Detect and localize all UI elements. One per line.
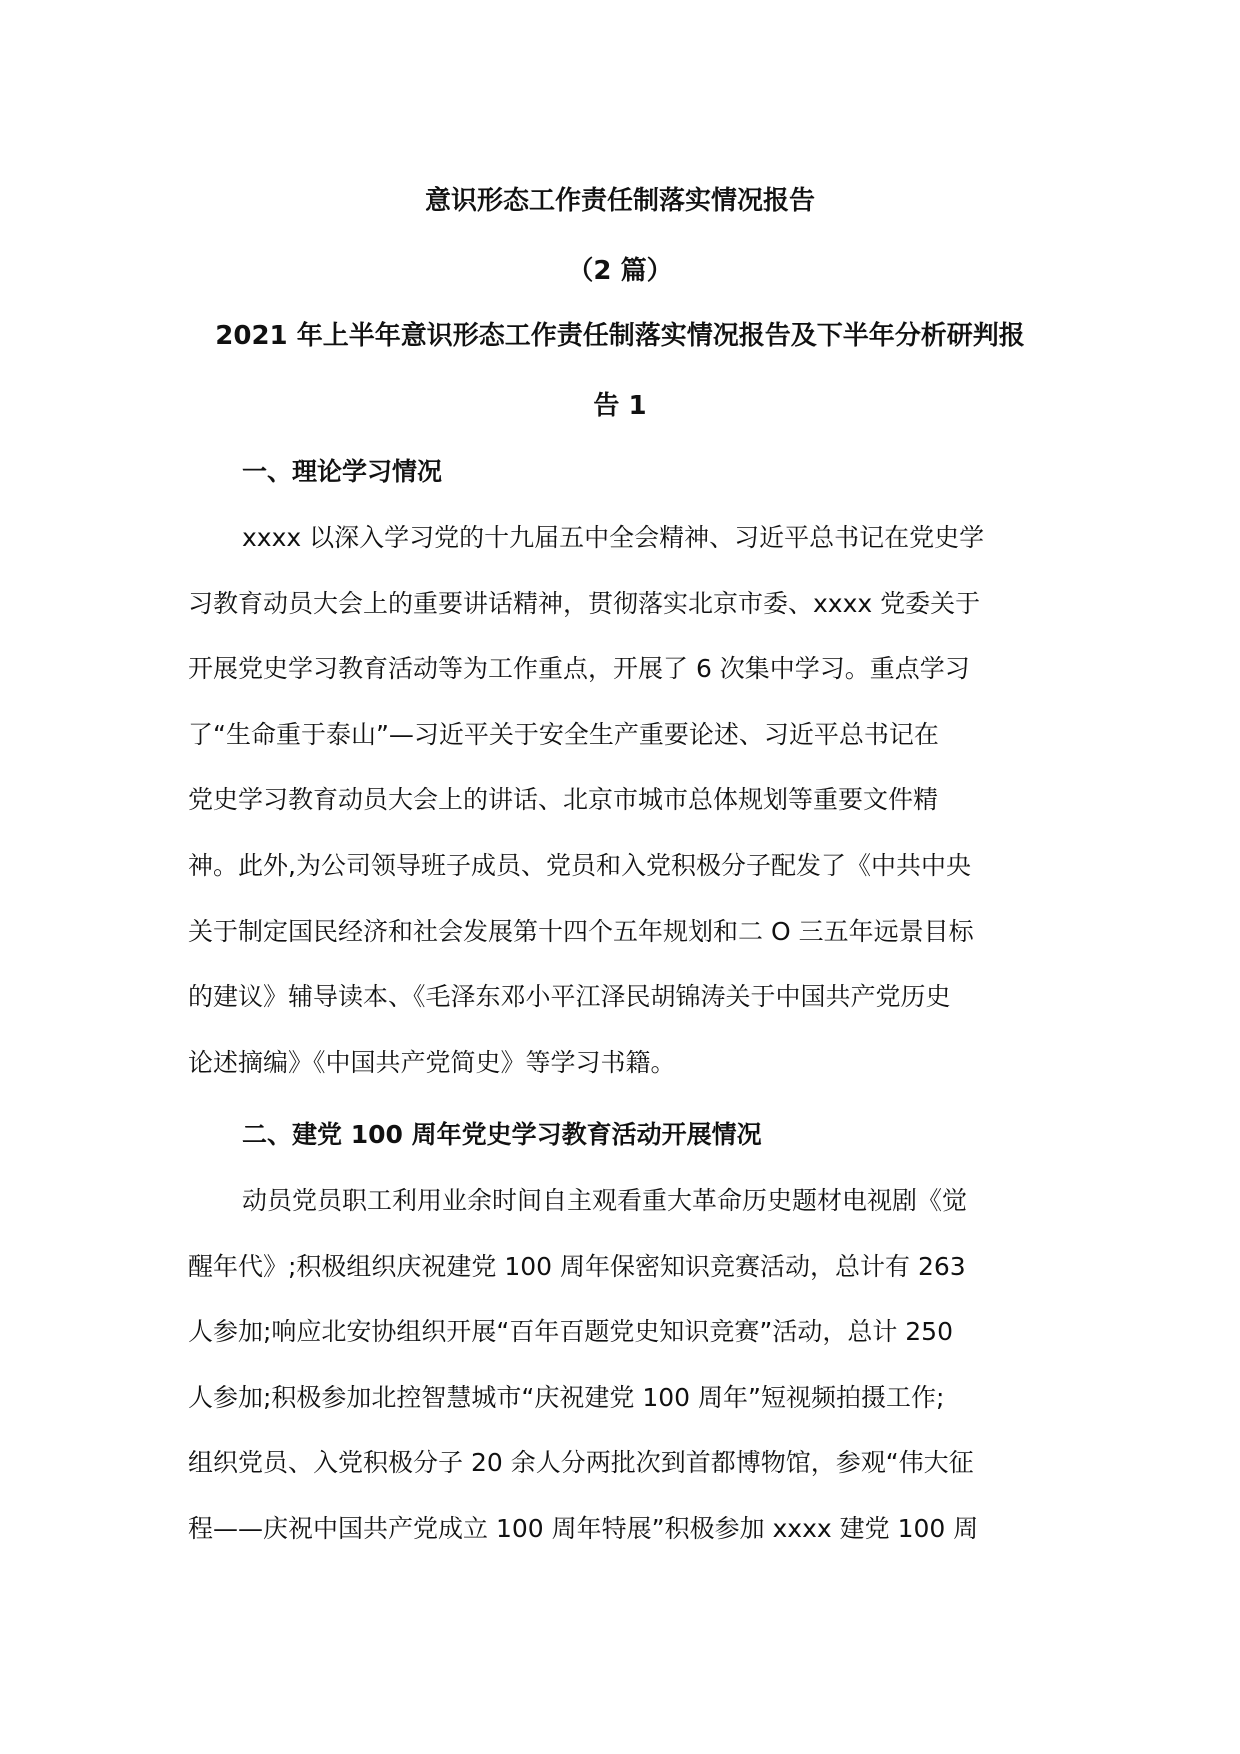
- paragraph-party-history-activities: [188, 1183, 1058, 1577]
- paragraph-line: 党史学习教育动员大会上的讲话、北京市城市总体规划等重要文件精: [188, 785, 939, 815]
- paragraph-line: 开展党史学习教育活动等为工作重点，开展了 6 次集中学习。重点学习: [188, 654, 970, 684]
- report-title-line-2: 告 1: [593, 391, 647, 421]
- paragraph-line: 关于制定国民经济和社会发展第十四个五年规划和二 O 三五年远景目标: [188, 916, 974, 946]
- paragraph-theory-study: [188, 520, 1058, 1110]
- paragraph-line: 醒年代》;积极组织庆祝建党 100 周年保密知识竞赛活动，总计有 263: [188, 1251, 966, 1281]
- report-title-line-1: 2021 年上半年意识形态工作责任制落实情况报告及下半年分析研判报: [215, 321, 1025, 351]
- paragraph-line: 程——庆祝中国共产党成立 100 周年特展”积极参加 xxxx 建党 100 周: [188, 1513, 979, 1543]
- paragraph-line: 人参加;响应北安协组织开展“百年百题党史知识竞赛”活动，总计 250: [188, 1317, 953, 1347]
- paragraph-line: xxxx 以深入学习党的十九届五中全会精神、习近平总书记在党史学: [242, 523, 985, 552]
- paragraph-line: 了“生命重于泰山”—习近平关于安全生产重要论述、习近平总书记在: [188, 719, 939, 749]
- paragraph-line: 论述摘编》《中国共产党简史》等学习书籍。: [188, 1047, 676, 1077]
- paragraph-line: 人参加;积极参加北控智慧城市“庆祝建党 100 周年”短视频拍摄工作;: [188, 1382, 945, 1412]
- paragraph-line: 组织党员、入党积极分子 20 余人分两批次到首都博物馆，参观“伟大征: [188, 1448, 974, 1478]
- section-heading-theory-study: 一、理论学习情况: [242, 457, 443, 486]
- document-title: 意识形态工作责任制落实情况报告: [424, 186, 815, 216]
- section-heading-party-history-activities: 二、建党 100 周年党史学习教育活动开展情况: [242, 1120, 762, 1149]
- document-title-count: （2 篇）: [567, 256, 673, 286]
- paragraph-line: 的建议》辅导读本、《毛泽东邓小平江泽民胡锦涛关于中国共产党历史: [188, 982, 951, 1012]
- paragraph-line: 动员党员职工利用业余时间自主观看重大革命历史题材电视剧《觉: [242, 1186, 968, 1215]
- paragraph-line: 习教育动员大会上的重要讲话精神，贯彻落实北京市委、xxxx 党委关于: [188, 588, 981, 618]
- paragraph-line: 神。此外,为公司领导班子成员、党员和入党积极分子配发了《中共中央: [188, 850, 971, 880]
